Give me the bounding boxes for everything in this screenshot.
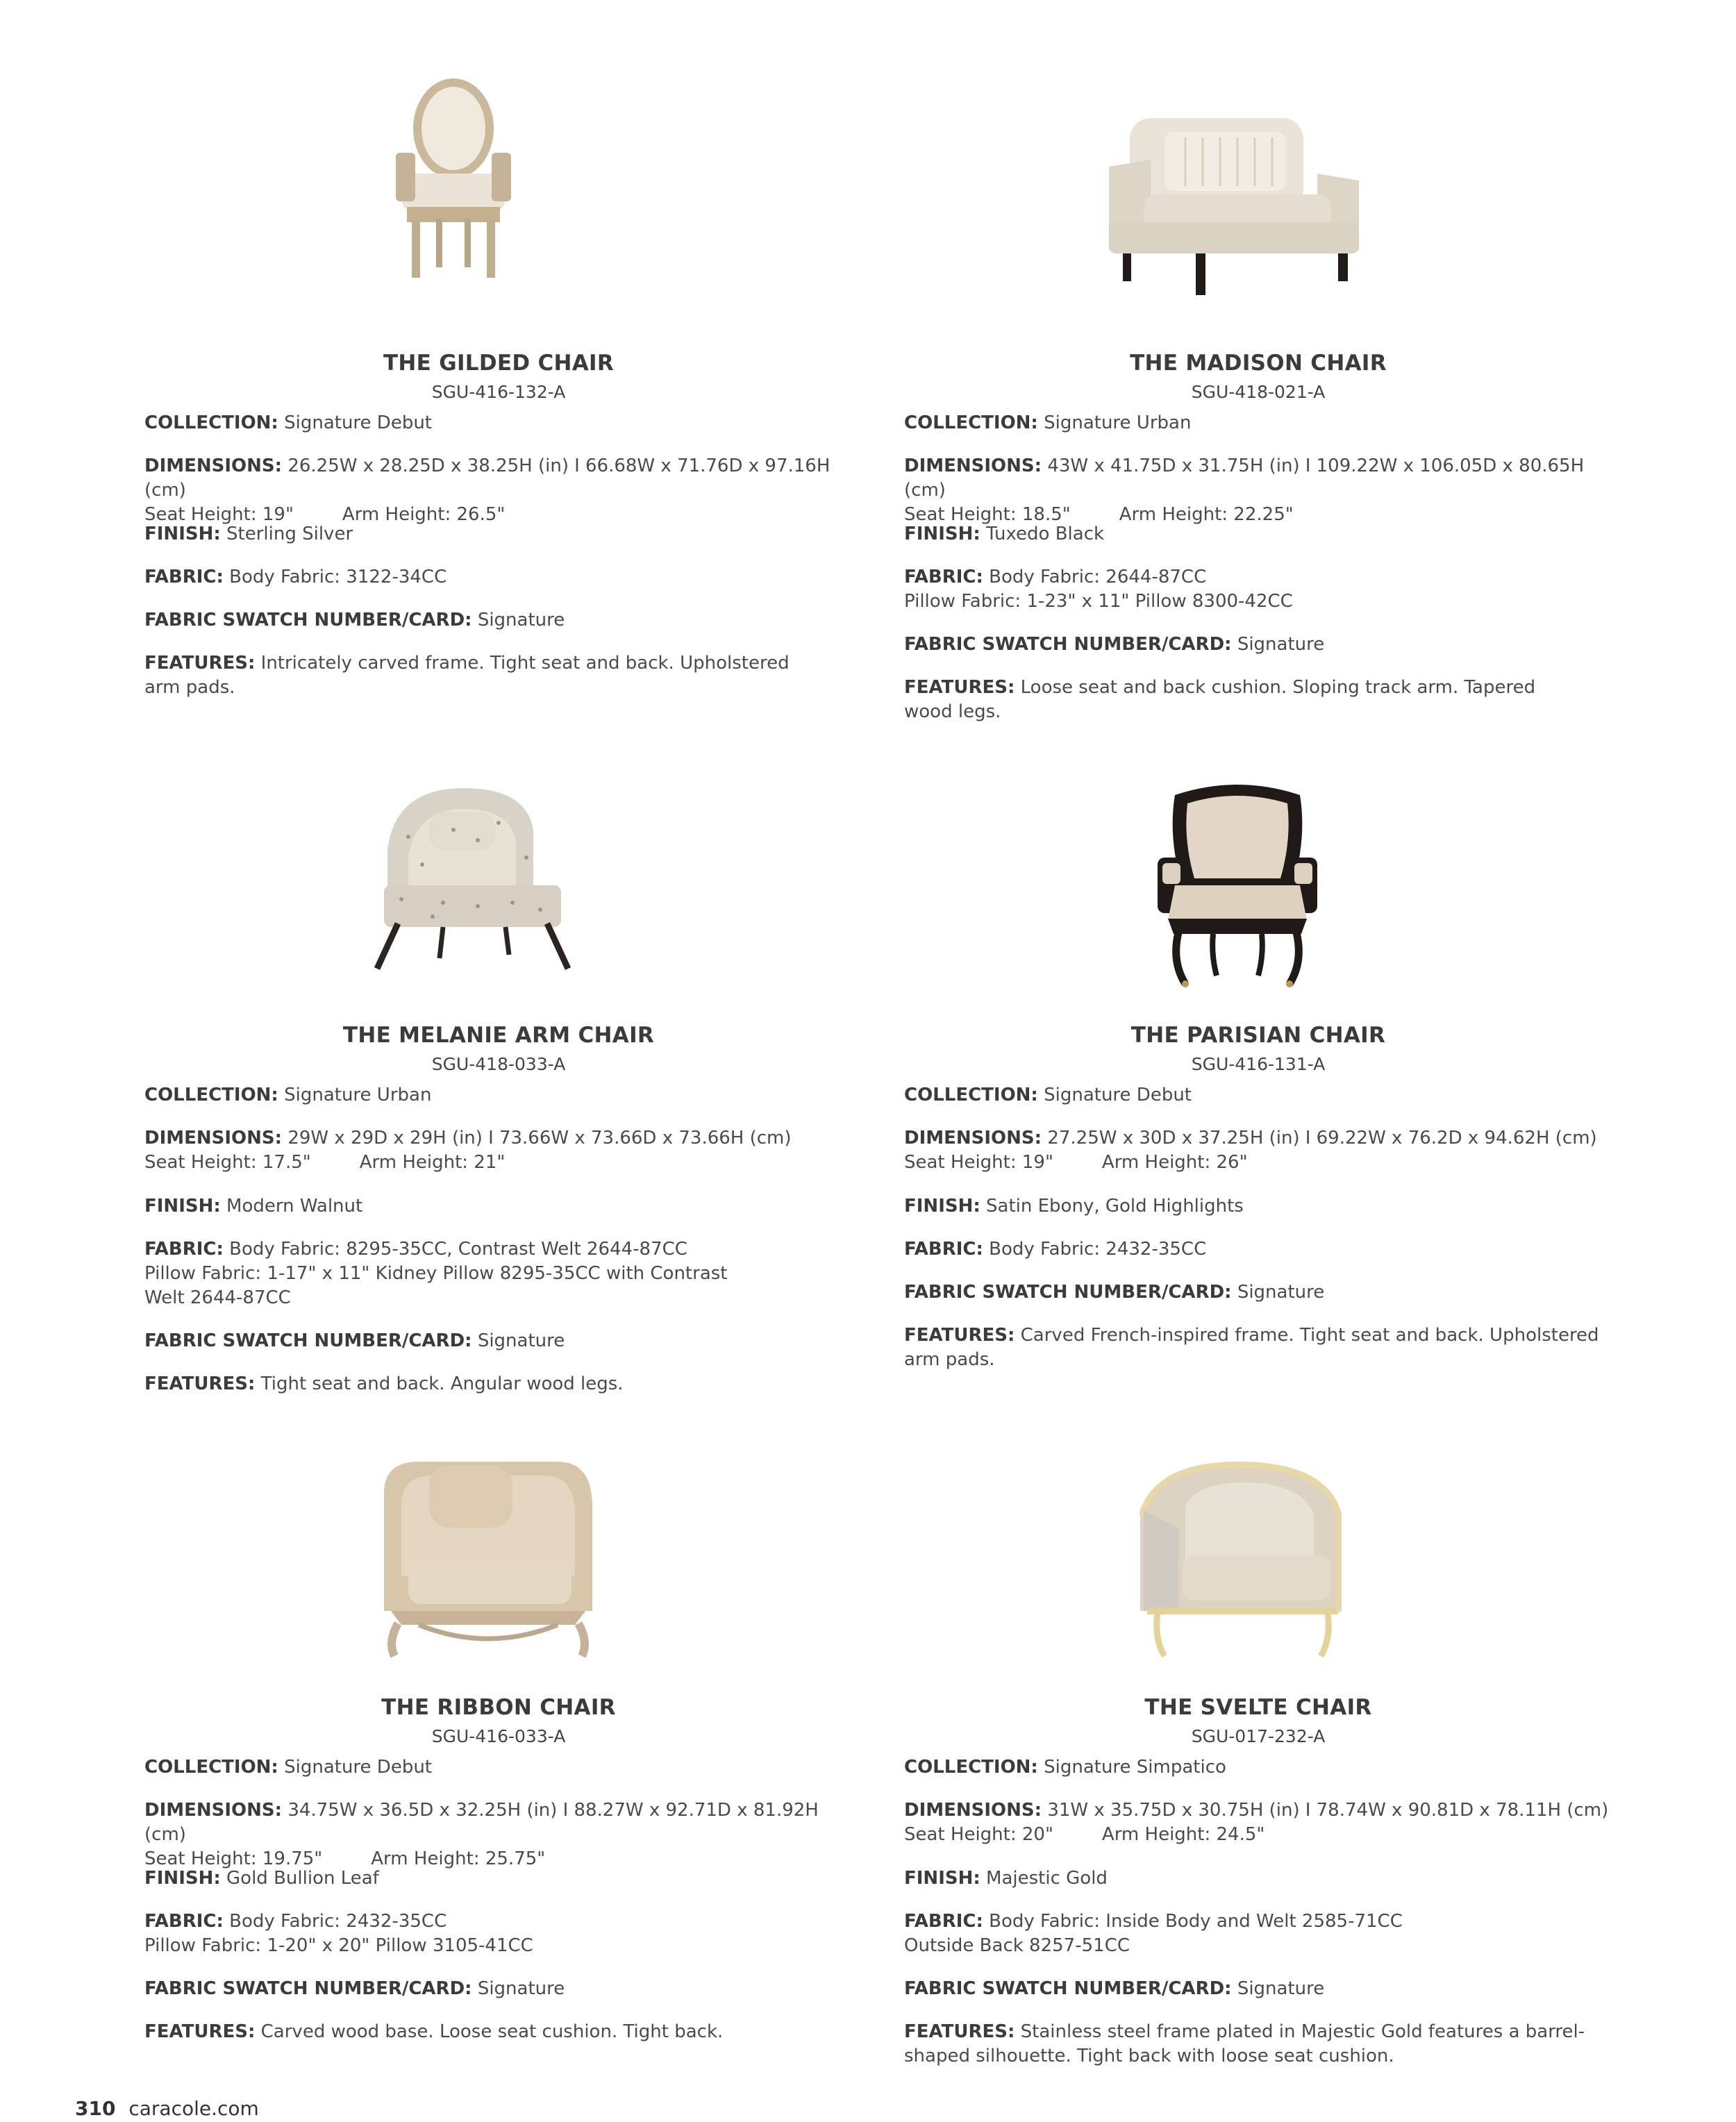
spec-dimensions: DIMENSIONS: 43W x 41.75D x 31.75H (in) I 109.22W x 106.05D x 80.65H (cm) Seat Height: 18.5" Arm Height: 22.25" — [904, 456, 1585, 525]
spec-fabric: FABRIC: Body Fabric: 2432-35CC — [904, 1239, 1207, 1260]
spec-finish: FINISH: Satin Ebony, Gold Highlights — [904, 1196, 1244, 1217]
spec-features: FEATURES: Loose seat and back cushion. Sloping track arm. Tapered wood legs. — [904, 677, 1536, 722]
spec-swatch: FABRIC SWATCH NUMBER/CARD: Signature — [904, 1282, 1325, 1303]
spec-dimensions: DIMENSIONS: 31W x 35.75D x 30.75H (in) I 78.74W x 90.81D x 78.11H (cm) Seat Height: 20" Arm Height: 24.5" — [904, 1800, 1609, 1845]
product-title: THE RIBBON CHAIR — [381, 1695, 616, 1720]
spec-collection: COLLECTION: Signature Urban — [904, 412, 1192, 433]
spec-fabric: FABRIC: Body Fabric: Inside Body and Welt 2585-71CC Outside Back 8257-51CC — [904, 1911, 1403, 1956]
spec-fabric: FABRIC: Body Fabric: 2644-87CC Pillow Fabric: 1-23" x 11" Pillow 8300-42CC — [904, 567, 1293, 612]
product-sku: SGU-416-132-A — [431, 382, 566, 402]
spec-swatch: FABRIC SWATCH NUMBER/CARD: Signature — [144, 610, 565, 630]
page-footer — [75, 2097, 259, 2120]
spec-collection: COLLECTION: Signature Debut — [144, 412, 432, 433]
spec-collection: COLLECTION: Signature Urban — [144, 1085, 432, 1105]
ribbon-chair-photo — [370, 1451, 606, 1660]
spec-dimensions: DIMENSIONS: 27.25W x 30D x 37.25H (in) I 69.22W x 76.2D x 94.62H (cm) Seat Height: 19" Arm Height: 26" — [904, 1128, 1597, 1173]
gilded-chair-photo — [381, 76, 526, 285]
spec-finish: FINISH: Modern Walnut — [144, 1196, 363, 1217]
spec-dimensions: DIMENSIONS: 34.75W x 36.5D x 32.25H (in) I 88.27W x 92.71D x 81.92H (cm) Seat Height: 19.75" Arm Height: 25.75" — [144, 1800, 819, 1869]
spec-collection: COLLECTION: Signature Simpatico — [904, 1757, 1226, 1778]
product-title: THE MELANIE ARM CHAIR — [342, 1023, 655, 1048]
spec-features: FEATURES: Intricately carved frame. Tight seat and back. Upholstered arm pads. — [144, 653, 790, 698]
product-sku: SGU-418-021-A — [1191, 382, 1326, 402]
site-link[interactable]: caracole.com — [128, 2097, 259, 2120]
spec-swatch: FABRIC SWATCH NUMBER/CARD: Signature — [904, 1978, 1325, 1999]
spec-finish: FINISH: Majestic Gold — [904, 1868, 1108, 1889]
spec-fabric: FABRIC: Body Fabric: 8295-35CC, Contrast Welt 2644-87CC Pillow Fabric: 1-17" x 11" Kidney Pillow 8295-35CC with Contrast Welt 2644-87CC — [144, 1239, 728, 1308]
spec-finish: FINISH: Tuxedo Black — [904, 524, 1105, 544]
spec-swatch: FABRIC SWATCH NUMBER/CARD: Signature — [144, 1978, 565, 1999]
product-title: THE MADISON CHAIR — [1130, 351, 1387, 376]
spec-finish: FINISH: Sterling Silver — [144, 524, 353, 544]
spec-finish: FINISH: Gold Bullion Leaf — [144, 1868, 379, 1889]
product-title: THE GILDED CHAIR — [383, 351, 615, 376]
product-sku: SGU-017-232-A — [1191, 1726, 1326, 1746]
spec-fabric: FABRIC: Body Fabric: 3122-34CC — [144, 567, 447, 587]
spec-collection: COLLECTION: Signature Debut — [904, 1085, 1192, 1105]
spec-collection: COLLECTION: Signature Debut — [144, 1757, 432, 1778]
spec-features: FEATURES: Stainless steel frame plated in Majestic Gold features a barrel- shaped silhouette. Tight back with loose seat cushion. — [904, 2021, 1585, 2066]
product-sku: SGU-418-033-A — [431, 1054, 566, 1074]
product-sku: SGU-416-131-A — [1191, 1054, 1326, 1074]
melanie-chair-photo — [367, 781, 596, 976]
spec-swatch: FABRIC SWATCH NUMBER/CARD: Signature — [904, 634, 1325, 655]
product-title: THE SVELTE CHAIR — [1144, 1695, 1372, 1720]
spec-dimensions: DIMENSIONS: 29W x 29D x 29H (in) I 73.66W x 73.66D x 73.66H (cm) Seat Height: 17.5" Arm Height: 21" — [144, 1128, 792, 1173]
page-number: 310 — [75, 2097, 116, 2120]
spec-fabric: FABRIC: Body Fabric: 2432-35CC Pillow Fabric: 1-20" x 20" Pillow 3105-41CC — [144, 1911, 533, 1956]
product-sku: SGU-416-033-A — [431, 1726, 566, 1746]
product-title: THE PARISIAN CHAIR — [1130, 1023, 1386, 1048]
spec-dimensions: DIMENSIONS: 26.25W x 28.25D x 38.25H (in) I 66.68W x 71.76D x 97.16H (cm) Seat Height: 19" Arm Height: 26.5" — [144, 456, 831, 525]
parisian-chair-photo — [1147, 781, 1328, 989]
spec-features: FEATURES: Carved wood base. Loose seat cushion. Tight back. — [144, 2021, 724, 2042]
svelte-chair-photo — [1126, 1451, 1355, 1660]
spec-swatch: FABRIC SWATCH NUMBER/CARD: Signature — [144, 1330, 565, 1351]
madison-chair-photo — [1102, 111, 1366, 299]
spec-features: FEATURES: Carved French-inspired frame. Tight seat and back. Upholstered arm pads. — [904, 1325, 1599, 1370]
spec-features: FEATURES: Tight seat and back. Angular wood legs. — [144, 1373, 624, 1394]
